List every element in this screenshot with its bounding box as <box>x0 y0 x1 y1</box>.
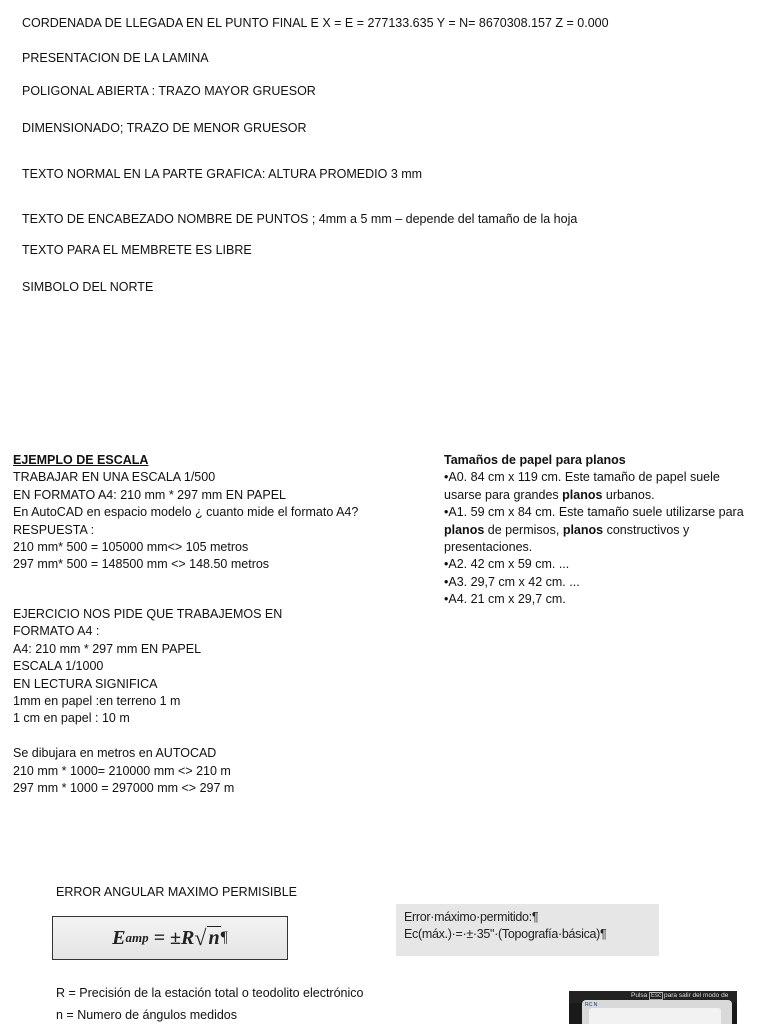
scale-example-line: EN FORMATO A4: 210 mm * 297 mm EN PAPEL <box>13 487 286 502</box>
exercise-blank-line <box>13 728 282 745</box>
paper-size-a1-bold: planos <box>562 522 604 537</box>
header-line-heading-text: TEXTO DE ENCABEZADO NOMBRE DE PUNTOS ; 4mm a 5 mm – depende del tamaño de la hoja <box>22 212 578 226</box>
max-error-note-line: Ec(máx.)·=·±·35"·(Topografía·básica)¶ <box>404 927 607 941</box>
definition-r: R = Precisión de la estación total o teodolito electrónico <box>56 986 364 1000</box>
exercise-line: Se dibujara en metros en AUTOCAD <box>13 746 217 761</box>
max-error-note-line: Error·máximo·permitido:¶ <box>404 910 539 924</box>
paper-size-a0-bold: planos <box>562 487 603 502</box>
scale-example-line: 297 mm* 500 = 148500 mm <> 148.50 metros <box>13 557 270 572</box>
thumbnail-hint-rest: para salir del modo de <box>664 992 729 999</box>
formula-radicand: n <box>208 927 220 949</box>
header-line-presentation: PRESENTACION DE LA LAMINA <box>22 51 209 65</box>
definition-n: n = Numero de ángulos medidos <box>56 1008 238 1022</box>
header-line-north-symbol: SIMBOLO DEL NORTE <box>22 280 154 294</box>
paper-size-a4: •A4. 21 cm x 29,7 cm. <box>444 592 566 607</box>
exercise-line: FORMATO A4 : <box>13 624 100 639</box>
paper-size-a1-text: •A1. 59 cm x 84 cm. Este tamaño suele utilizarse para <box>444 505 744 520</box>
header-line-coordinates: CORDENADA DE LLEGADA EN EL PUNTO FINAL E X = E = 277133.635 Y = N= 8670308.157 Z = 0.000 <box>22 16 609 30</box>
angular-error-title: ERROR ANGULAR MAXIMO PERMISIBLE <box>56 885 298 899</box>
exercise-line: 210 mm * 1000= 210000 mm <> 210 m <box>13 763 231 778</box>
exercise-line: 1 cm en papel : 10 m <box>13 711 130 726</box>
pilcrow-mark: ¶ <box>220 929 228 946</box>
formula-subscript: amp <box>125 930 149 945</box>
header-line-membrete: TEXTO PARA EL MEMBRETE ES LIBRE <box>22 243 252 257</box>
exercise-line: EJERCICIO NOS PIDE QUE TRABAJEMOS EN <box>13 607 283 621</box>
paper-size-a2: •A2. 42 cm x 59 cm. ... <box>444 557 570 572</box>
header-line-polygonal: POLIGONAL ABIERTA : TRAZO MAYOR GRUESOR <box>22 84 316 98</box>
exercise-block <box>13 606 282 797</box>
paper-size-a1-mid: de permisos, <box>484 522 563 537</box>
paper-size-a3: •A3. 29,7 cm x 42 cm. ... <box>444 574 580 589</box>
thumbnail-inner-window <box>589 1008 721 1024</box>
exercise-line: ESCALA 1/1000 <box>13 659 104 674</box>
scale-example-line: TRABAJAR EN UNA ESCALA 1/500 <box>13 470 216 485</box>
scale-example-line: En AutoCAD en espacio modelo ¿ cuanto mide el formato A4? <box>13 505 359 520</box>
scale-example-line: RESPUESTA : <box>13 522 95 537</box>
thumbnail-hint: Pulsa <box>631 992 648 999</box>
paper-sizes-block <box>444 452 744 609</box>
paper-size-a0-text: •A0. 84 cm x 119 cm. Este tamaño de papel suele usarse para grandes <box>444 470 720 502</box>
exercise-line: A4: 210 mm * 297 mm EN PAPEL <box>13 641 202 656</box>
formula-variable: E <box>112 926 126 949</box>
header-line-dimension: DIMENSIONADO; TRAZO DE MENOR GRUESOR <box>22 121 307 135</box>
exercise-line: 1mm en papel :en terreno 1 m <box>13 694 181 709</box>
paper-sizes-title: Tamaños de papel para planos <box>444 453 626 467</box>
header-line-normal-text: TEXTO NORMAL EN LA PARTE GRAFICA: ALTURA PROMEDIO 3 mm <box>22 167 423 181</box>
max-error-note <box>396 904 659 956</box>
angular-error-formula <box>52 916 288 960</box>
scale-example-block <box>13 452 358 574</box>
paper-size-a1-end: constructivos y presentaciones. <box>444 522 690 555</box>
exercise-line: EN LECTURA SIGNIFICA <box>13 676 158 691</box>
paper-size-a0-end: urbanos. <box>602 487 655 502</box>
thumbnail-tab-label: RC N <box>585 1002 598 1008</box>
sqrt-icon: √ <box>194 925 207 950</box>
thumbnail-esc-key: Esc <box>651 993 662 999</box>
formula-equals: = ±R <box>148 926 195 949</box>
paper-size-a0 <box>444 469 744 504</box>
exercise-line: 297 mm * 1000 = 297000 mm <> 297 m <box>13 781 235 796</box>
paper-size-a1-bold: planos <box>444 522 485 537</box>
paper-size-a1 <box>444 504 744 556</box>
embedded-screenshot-thumbnail <box>569 991 737 1024</box>
scale-example-title: EJEMPLO DE ESCALA <box>13 453 149 467</box>
scale-example-line: 210 mm* 500 = 105000 mm<> 105 metros <box>13 540 249 555</box>
